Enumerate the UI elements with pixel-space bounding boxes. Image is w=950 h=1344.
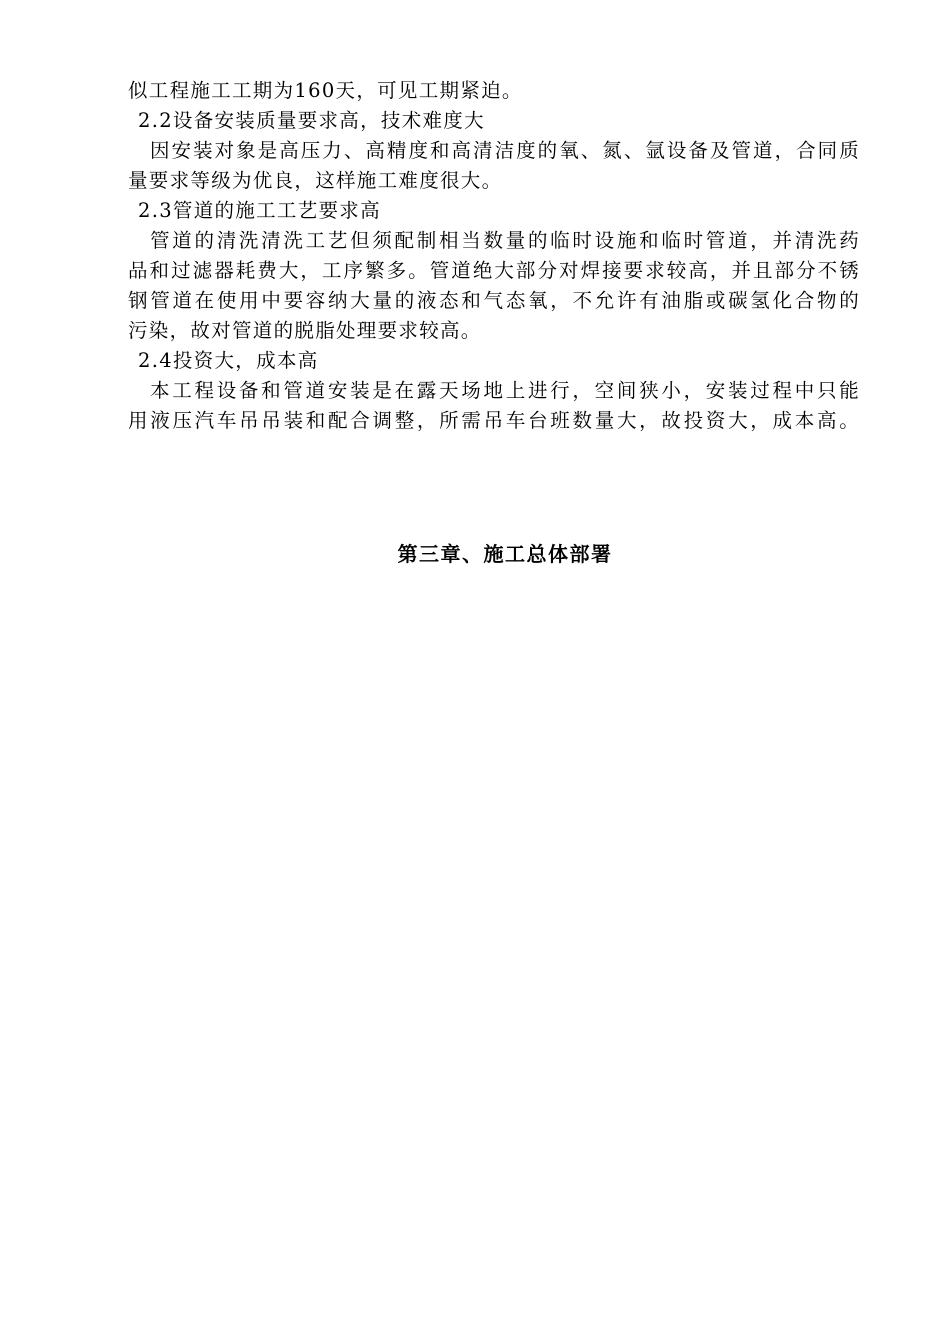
section-heading-2-3: 2.3管道的施工工艺要求高 [138,199,381,222]
paragraph-line: 本工程设备和管道安装是在露天场地上进行，空间狭小，安装过程中只能 [150,379,860,402]
document-body [128,76,860,436]
chapter-title: 第三章、施工总体部署 [397,542,613,566]
paragraph-line: 钢管道在使用中要容纳大量的液态和气态氧，不允许有油脂或碳氢化合物的 [128,289,860,312]
paragraph-line: 量要求等级为优良，这样施工难度很大。 [128,169,503,192]
section-heading-2-4: 2.4投资大，成本高 [138,349,319,372]
paragraph-line: 污染，故对管道的脱脂处理要求较高。 [128,319,482,342]
paragraph-line: 管道的清洗清洗工艺但须配制相当数量的临时设施和临时管道，并清洗药 [150,229,860,252]
paragraph-line: 因安装对象是高压力、高精度和高清洁度的氧、氮、氩设备及管道，合同质 [150,139,860,162]
paragraph-line: 似工程施工工期为160天，可见工期紧迫。 [128,79,523,102]
paragraph-line: 品和过滤器耗费大，工序繁多。管道绝大部分对焊接要求较高，并且部分不锈 [128,259,860,282]
paragraph-line: 用液压汽车吊吊装和配合调整，所需吊车台班数量大，故投资大，成本高。 [128,409,860,432]
section-heading-2-2: 2.2设备安装质量要求高，技术难度大 [138,109,485,132]
